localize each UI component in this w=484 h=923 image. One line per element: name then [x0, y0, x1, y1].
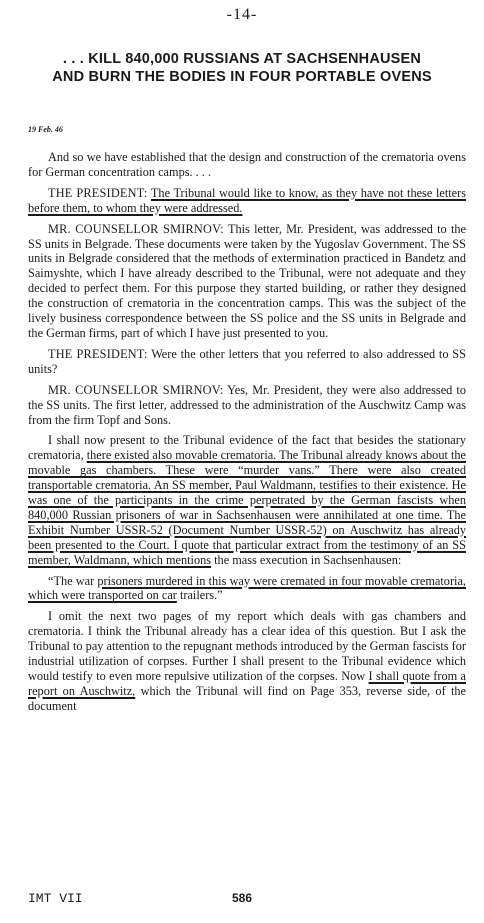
paragraph [28, 383, 466, 428]
title-line-2: AND BURN THE BODIES IN FOUR PORTABLE OVENS [52, 69, 432, 85]
paragraph-text: And so we have established that the design and construction of the crematoria ovens for German concentration camps. . . . [28, 150, 466, 179]
volume-label: IMT VII [28, 891, 83, 906]
underlined-text: prisoners murdered in this way were cremated in four movable crematoria, which were transported on car [28, 573, 466, 603]
speaker-label: MR. COUNSELLOR SMIRNOV: [48, 221, 224, 236]
hearing-date: 19 Feb. 46 [28, 125, 63, 134]
paragraph [28, 150, 466, 180]
paragraph [28, 222, 466, 341]
paragraph-text: I omit the next two pages of my report which deals with gas chambers and crematoria. I think the Tribunal already has a clear idea of this question. But I ask the Tribunal to pay attention to the repugnant methods introduced by the German fascists for industrial utilization of corpses. Further I shall present to the Tribunal evidence which would testify to even more repulsive utilization of the corpses. Now [28, 609, 466, 683]
speaker-label: MR. COUNSELLOR SMIRNOV: [48, 382, 224, 397]
quotation [28, 574, 466, 604]
speaker-label: THE PRESIDENT: [48, 346, 148, 361]
paragraph-text: This letter, Mr. President, was addressed to the SS units in Belgrade. These documents were taken by the Yugoslav Government. The SS units in Belgrade considered that the methods of extermination practiced in Bandetz and Saimyshte, which I have already described to the Tribunal, were not adequate and they decided to perfect them. For this purpose they started building, or rather they designed the construction of crematoria in the concentration camps. This was the subject of the lively business correspondence between the SS police and the SS units in Belgrade and the German firms, part of which I have just presented to you. [28, 221, 466, 340]
transcript-body [28, 150, 466, 720]
quote-text: “The war [48, 573, 98, 588]
paragraph-text: the mass execution in Sachsenhausen: [211, 552, 402, 567]
underlined-text: The Tribunal would like to know, as they have not these letters before them, to whom they were addressed. [28, 185, 467, 215]
page-number: -14- [226, 6, 258, 23]
paragraph-text: Were the other letters that you referred to also addressed to SS units? [28, 346, 466, 376]
footer-page-number: 586 [231, 891, 253, 905]
paragraph [28, 347, 466, 377]
title-line-1: . . . KILL 840,000 RUSSIANS AT SACHSENHAUSEN [62, 51, 422, 67]
paragraph-text: which the Tribunal will find on Page 353, reverse side, of the document [28, 683, 466, 713]
paragraph [28, 186, 466, 216]
speaker-label: THE PRESIDENT: [48, 185, 148, 200]
quote-text: trailers.” [176, 588, 223, 603]
paragraph [28, 433, 466, 567]
paragraph-text: I shall now present to the Tribunal evidence of the fact that besides the stationary crematoria, [28, 433, 466, 463]
underlined-text: there existed also movable crematoria. The Tribunal already knows about the movable gas chambers. These were “murder vans.” There were also created transportable crematoria. An SS member, Paul Waldmann, testifies to their existence. He was one of the participants in the crime perpetrated by the German fascists when 840,000 Russian prisoners of war in Sachsenhausen were annihilated at one time. The Exhibit Number USSR-52 (Document Number USSR-52) on Auschwitz has already been presented to the Court. I quote that particular extract from the testimony of an SS member, Waldmann, which mentions [28, 448, 466, 567]
paragraph [28, 609, 466, 713]
underlined-text: I shall quote from a report on Auschwitz, [28, 669, 466, 698]
paragraph-text: Yes, Mr. President, they were also addressed to the SS units. The first letter, addressed to the administration of the Auschwitz Camp was from the firm Topf and Sons. [28, 382, 466, 427]
chapter-title [0, 50, 484, 86]
